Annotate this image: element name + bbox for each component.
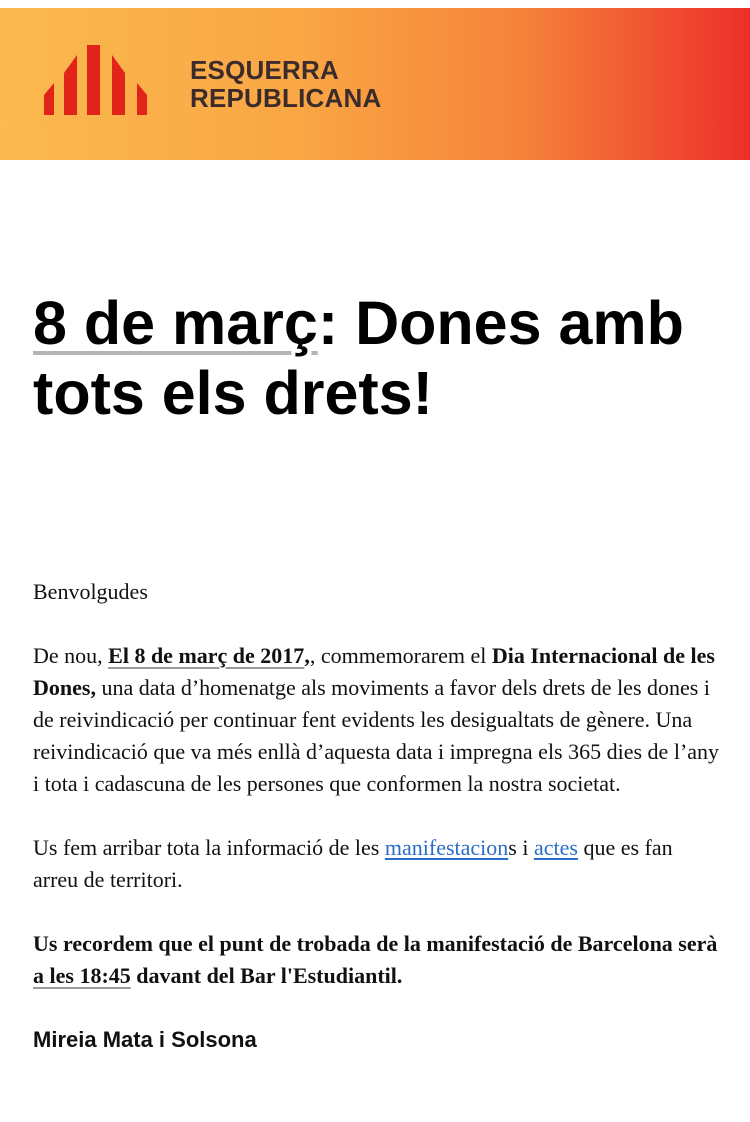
title-date-link[interactable]: 8 de març [33,289,318,357]
signature: Mireia Mata i Solsona [33,1027,257,1052]
manifestacions-link[interactable]: manifestacion [384,835,509,860]
header-banner [0,8,750,160]
p3-intro: Us recordem que el punt de trobada de la manifestació de Barcelona serà [33,931,718,956]
p1-intro: De nou, [33,643,109,668]
paragraph-intro [33,640,723,800]
p1-after-date: , commemorarem el [309,643,492,668]
meeting-time-link[interactable]: a les 18:45 [33,963,131,988]
event-date-link[interactable]: El 8 de març de 2017 [108,643,305,668]
p2-rest: que es fan arreu de territori. [33,835,673,892]
p3-rest: davant del Bar l'Estudiantil. [130,963,403,988]
title-rest: : Dones amb tots els drets! [33,289,684,427]
email-body [33,576,723,1056]
p1-day-name: Dia Internacional de les Dones, [33,643,715,700]
logo-line-1: ESQUERRA [190,55,339,85]
p1-rest: una data d’homenatge als moviments a favor dels drets de les dones i de reivindicació per continuar fent evidents les desigualtats de gènere. Una reivindicació que va més enllà d’aquesta data i impregna els 365 dies de l’any i tota i cadascuna de les persones que conformen la nostra societat. [33,675,720,796]
greeting: Benvolgudes [33,579,148,604]
paragraph-meeting-point [33,928,723,992]
logo-line-2: REPUBLICANA [190,83,382,113]
page-title [33,288,723,428]
party-logo-icon [42,45,162,115]
paragraph-info [33,832,723,896]
top-border [0,0,750,8]
actes-link[interactable]: actes [533,835,578,860]
party-logo-text [190,56,381,112]
p1-comma: , [304,643,310,668]
p2-intro: Us fem arribar tota la informació de les [33,835,385,860]
p2-mid: s i [508,835,534,860]
